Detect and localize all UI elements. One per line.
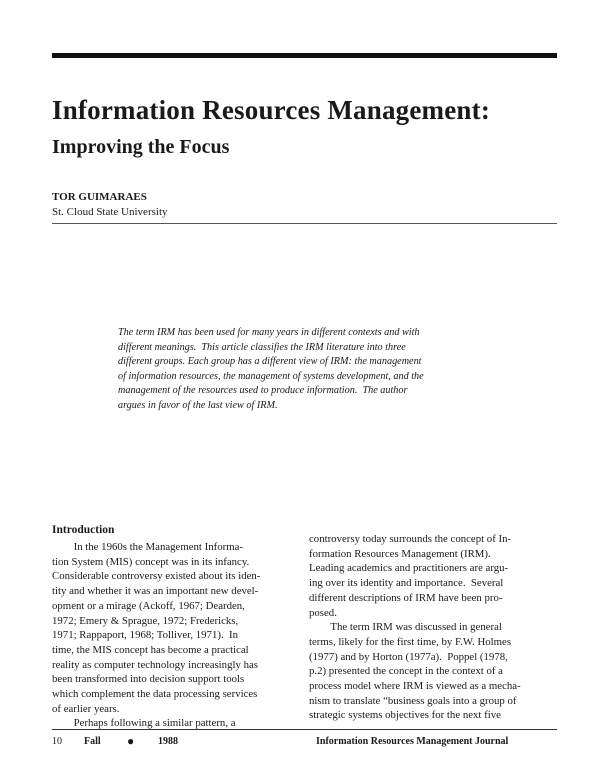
body-text-line: controversy today surrounds the concept of In-: [309, 533, 512, 545]
body-text-line: tity and whether it was an important new devel-: [52, 585, 259, 598]
body-text-line: process model where IRM is viewed as a mecha-: [309, 680, 521, 693]
body-text-line: 1971; Rappaport, 1968; Tolliver, 1971). In: [52, 629, 239, 642]
body-text-line: (1977) and by Horton (1977a). Poppel (1978,: [309, 650, 508, 663]
article-title: Information Resources Management:: [52, 95, 491, 125]
body-text-line: Leading academics and practitioners are argu-: [309, 562, 509, 575]
issue-year: 1988: [158, 736, 178, 747]
body-text-line: Considerable controversy existed about its iden-: [52, 570, 261, 583]
footer-rule: [52, 729, 557, 730]
abstract-line: management of the resources used to produce information. The author: [118, 385, 408, 397]
abstract-line: argues in favor of the last view of IRM.: [118, 399, 278, 411]
issue-season: Fall: [84, 736, 101, 747]
body-text-line: which complement the data processing services: [52, 688, 258, 701]
author-affiliation: St. Cloud State University: [52, 206, 168, 218]
header-divider: [52, 223, 557, 224]
body-text-line: Perhaps following a similar pattern, a: [52, 717, 236, 730]
section-heading: Introduction: [52, 524, 115, 536]
top-rule: [52, 53, 557, 58]
body-text-line: strategic systems objectives for the next five: [309, 709, 501, 722]
author-name: TOR GUIMARAES: [52, 191, 147, 203]
article-subtitle: Improving the Focus: [52, 136, 230, 158]
body-text-line: been transformed into decision support tools: [52, 673, 245, 686]
body-text-line: terms, likely for the first time, by F.W. Holmes: [309, 635, 512, 648]
body-text-line: tion System (MIS) concept was in its infancy.: [52, 555, 250, 568]
journal-name: Information Resources Management Journal: [316, 736, 509, 747]
page-number: 10: [52, 736, 62, 747]
abstract-line: The term IRM has been used for many years in different contexts and with: [118, 327, 420, 338]
body-text-line: posed.: [309, 606, 337, 619]
body-text-line: The term IRM was discussed in general: [309, 621, 502, 634]
body-text-line: different descriptions of IRM have been pro-: [309, 591, 503, 604]
body-text-line: of earlier years.: [52, 702, 120, 715]
abstract: [118, 326, 468, 414]
body-text-line: In the 1960s the Management Informa-: [52, 541, 243, 553]
body-text-line: time, the MIS concept has become a practical: [52, 643, 249, 656]
body-text-line: 1972; Emery & Sprague, 1972; Fredericks,: [52, 614, 239, 627]
body-text-line: opment or a mirage (Ackoff, 1967; Dearden,: [52, 599, 245, 612]
right-column: [309, 532, 559, 723]
abstract-line: of information resources, the management of systems development, and the: [118, 370, 424, 382]
body-text-line: formation Resources Management (IRM).: [309, 547, 491, 560]
abstract-line: different groups. Each group has a different view of IRM: the management: [118, 356, 422, 368]
abstract-line: different meanings. This article classifies the IRM literature into three: [118, 341, 406, 353]
body-text-line: p.2) presented the concept in the context of a: [309, 665, 503, 678]
left-column: [52, 540, 276, 731]
footer-separator-dot: ●: [127, 734, 135, 748]
body-text-line: nism to translate “business goals into a group of: [309, 694, 517, 707]
body-text-line: reality as computer technology increasingly has: [52, 658, 258, 671]
body-text-line: ing over its identity and importance. Several: [309, 577, 504, 590]
